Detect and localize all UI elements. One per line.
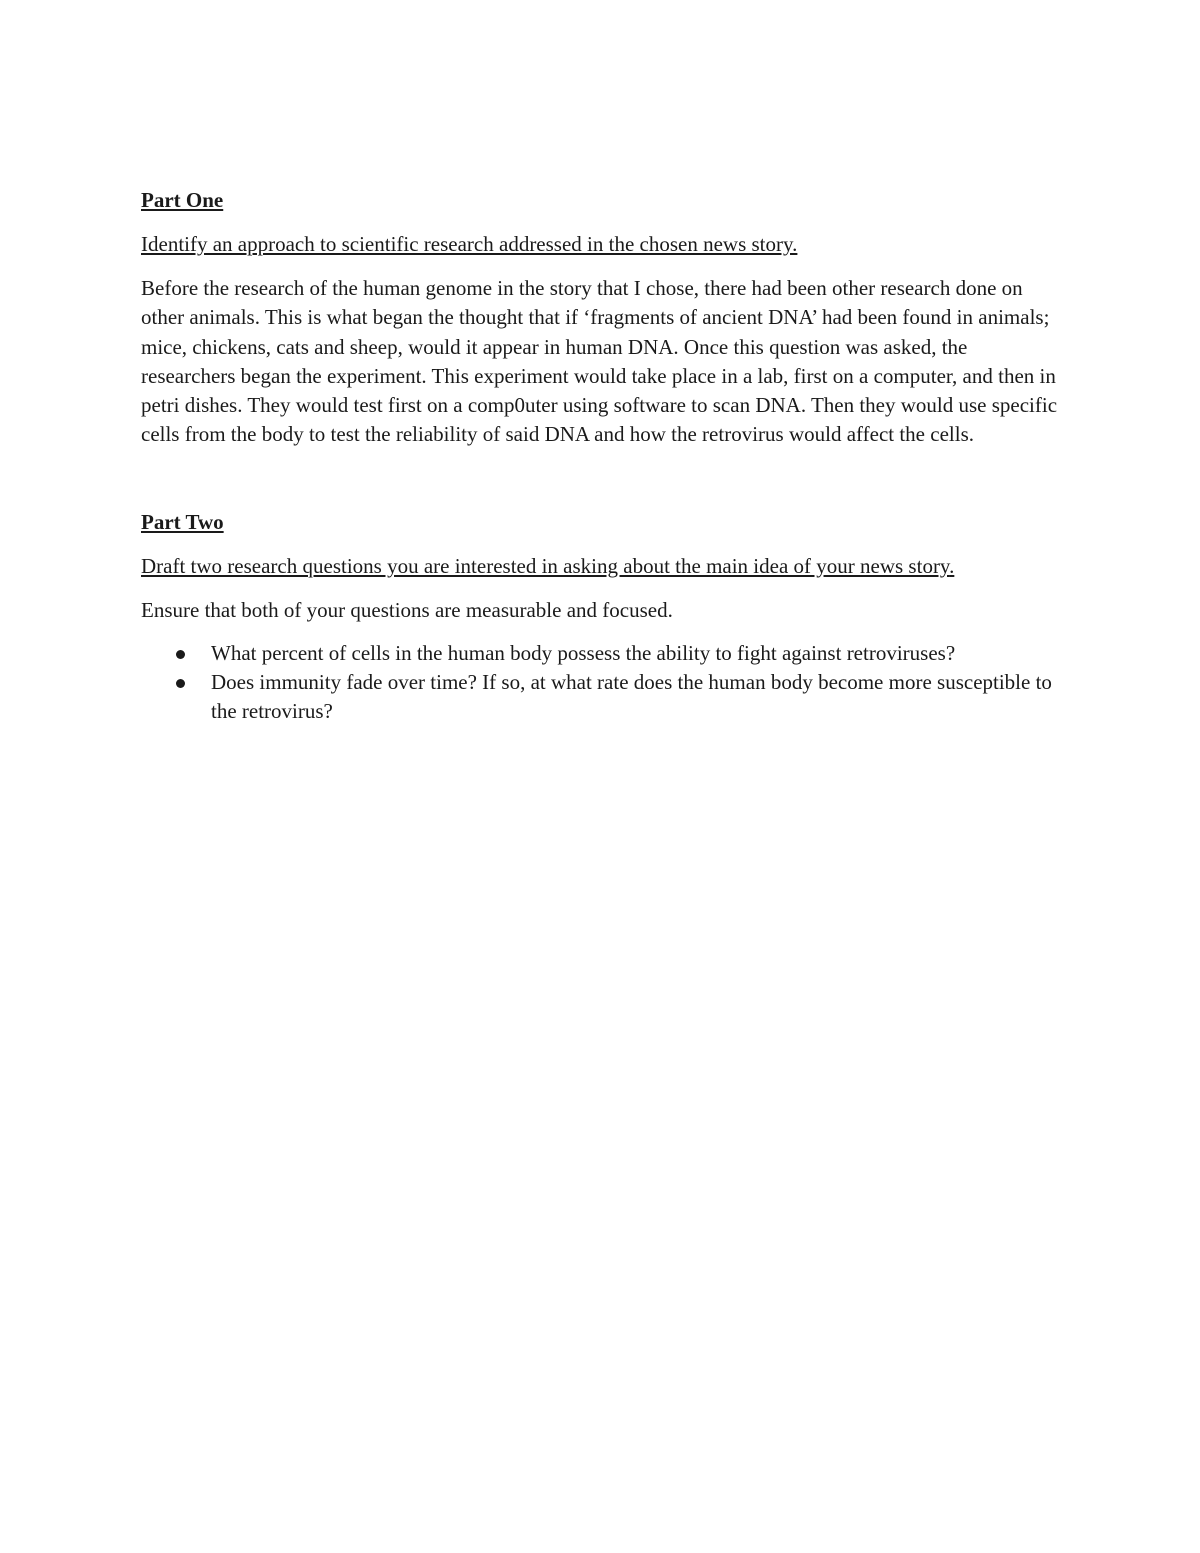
bullet-icon (176, 679, 185, 688)
part-two-prompt (141, 552, 1061, 580)
part-two-prompt-text: Draft two research questions you are interested in asking about the main idea of your news story (141, 553, 950, 578)
list-item (141, 668, 1061, 726)
part-one-section (141, 186, 1061, 450)
part-one-prompt: Identify an approach to scientific research addressed in the chosen news story. (141, 232, 798, 256)
part-two-section (141, 508, 1061, 726)
research-questions-list (141, 639, 1061, 726)
question-text: Does immunity fade over time? If so, at what rate does the human body become more susceptible to the retrovirus? (211, 670, 1052, 724)
bullet-icon (176, 650, 185, 659)
list-item (141, 639, 1061, 668)
part-two-prompt-period: . (949, 553, 955, 578)
part-one-heading: Part One (141, 188, 224, 212)
question-text: What percent of cells in the human body possess the ability to fight against retroviruses? (211, 641, 956, 666)
part-two-heading: Part Two (141, 509, 224, 534)
part-one-paragraph: Before the research of the human genome in the story that I chose, there had been other research done on other animals. This is what began the thought that if ‘fragments of ancient DNA’ had been found in animals; mice, chickens, cats and sheep, would it appear in human DNA. Once this question was asked, the researchers began the experiment. This experiment would take place in a lab, first on a computer, and then in petri dishes. They would test first on a comp0uter using software to scan DNA. Then they would use specific cells from the body to test the reliability of said DNA and how the retrovirus would affect the cells. (141, 276, 1058, 447)
document-page (141, 186, 1061, 726)
part-two-instruction: Ensure that both of your questions are measurable and focused. (141, 597, 673, 622)
